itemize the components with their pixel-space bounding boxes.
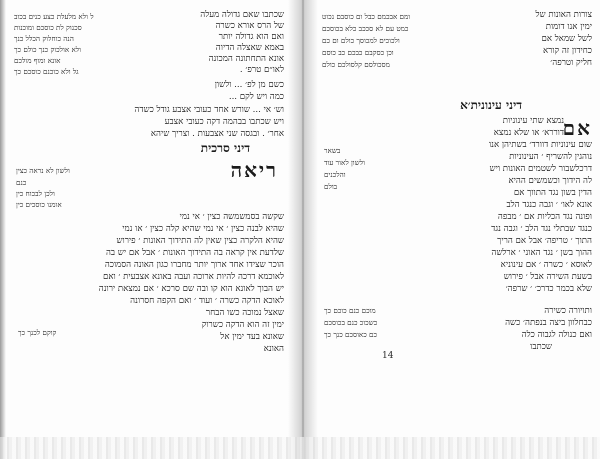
marginal-note: ל ולא מלעלת כצע כנים בכוב	[14, 12, 94, 21]
text-line: הדין בשון נגד התווך אם	[513, 188, 592, 198]
scan-edge-shadow	[0, 0, 6, 459]
text-line: התוך ׳ טריפה׳ אבל אם הריך	[497, 236, 592, 246]
marginal-note: ולשון לא נראה כצין	[16, 166, 70, 175]
right-page	[322, 6, 592, 418]
marginal-note: הנה כוחלוק הכלל כנך	[14, 34, 74, 43]
text-line: כנגד שבתלי נגד הלב ׳ וגבה נגד	[491, 224, 592, 234]
text-line: דרכלשבור לשטמים האונות ויש	[489, 164, 592, 174]
text-line: ותויורה כשירה	[544, 306, 592, 316]
text-line: כחידון זה קורא	[542, 46, 592, 56]
text-line: האונא	[263, 344, 284, 354]
text-line: ויש שכתבו בבהמה דקה כעובי אצבע	[164, 117, 284, 127]
text-line: ימין אנו דומות	[545, 22, 592, 32]
text-line: שאונא בעד ימין אל	[220, 332, 284, 342]
marginal-note: מסכולסם קלסולכם כולם	[322, 60, 390, 69]
text-line: לשל שמאל אם	[541, 34, 592, 44]
text-line: ההוך בשן ׳ נגד האוני ׳ ארלשה	[491, 248, 592, 258]
text-line: הוכר שצידו אחד ארוך יותר מחברו כגון האונה הסמוכה	[104, 260, 284, 270]
initial-word: אם	[562, 116, 592, 140]
page-number: 14	[382, 351, 394, 361]
text-line: באמא שאצלה הדיוה	[215, 43, 284, 53]
text-line: יש הבוך לאונא הוא קו ובה שם סרכא ׳ אם נמצאת ירונה	[98, 284, 284, 294]
marginal-note: בשאר	[324, 146, 341, 155]
text-line: כבחלוון ביצה בנפתה׳ כשה	[505, 318, 592, 328]
text-line: שכתבו שאם גדולה מעלה	[200, 10, 284, 20]
text-line: שהיא לבנה כצין ׳ אי נמי שהיא קלה כצין ׳ או נמי	[122, 224, 284, 234]
text-line: אחר׳ . ובגסה שני אצבעות . וצריך שיהא	[150, 129, 284, 139]
marginal-note: אומנו כוסכים כין	[16, 200, 62, 209]
text-line: ואם כנולה לגבוה כלה	[521, 330, 592, 340]
marginal-note: קוקם לכנך כך	[18, 328, 57, 337]
text-line: חליק וטרפה׳	[550, 58, 592, 68]
text-line: כשם מן לפ׳ ... ולשון	[214, 80, 284, 90]
text-line: לה הידוך וכשמשים ההיא	[508, 176, 592, 186]
text-line: של הרס אורא כשרה	[215, 21, 284, 31]
marginal-note: והלכנים	[324, 170, 346, 179]
left-page	[14, 6, 284, 418]
text-line: שהיא הלקרה כצין שאין לה התידוך האונות ׳ פירוש	[116, 236, 284, 246]
text-line: צורות האונות של	[535, 10, 592, 20]
section-heading: דיני סרכית	[200, 141, 250, 155]
marginal-note: כם כאוסכם כנך כך	[324, 330, 378, 339]
marginal-note: כנם	[16, 178, 27, 187]
text-line: אונא לאו׳ ׳ וגבה כנגד הלב	[506, 200, 592, 210]
text-line: כמה ויש לקם ...	[228, 92, 284, 102]
marginal-note: ולכן לבכוח כין	[16, 189, 55, 198]
marginal-note: סכנוק לת כוסכם ומוכנות	[14, 23, 82, 32]
marginal-note: גל ולא כוכנם כוסכם כך	[14, 67, 79, 76]
book-gutter	[288, 0, 318, 459]
text-line: נמצא שתי עינוניות	[502, 116, 564, 126]
text-line: שום עינוניות דוורד׳ בשתיהן אנו	[488, 140, 592, 150]
marginal-note: אונא ומוף מולכם	[14, 56, 61, 65]
text-line: לאו״ם טרפ׳ .	[239, 65, 284, 75]
text-line: שקשה בסמשמשה כצין ׳ אי נמי	[179, 212, 284, 222]
text-line: לאוכא הדקה כשרה ׳ ועוד ׳ ואם הקפה חסרונה	[130, 296, 284, 306]
marginal-note: בולם	[324, 182, 338, 191]
text-line: וש׳ אי ... שורש אחד כעובי אצבע גודל כשדה	[134, 105, 284, 115]
text-line: שלדעת אין קראה בה התידוך האונות ׳ אבל אם יש בה	[105, 248, 284, 258]
text-line: נוהגין להשריף ׳ העינוניות	[509, 152, 592, 162]
marginal-note: כשכוכ כנם בכוסכם	[324, 318, 378, 327]
text-line: ימין זה הוא הדקה כשרוק	[201, 320, 284, 330]
marginal-note: מוכם כנם כוכם כך	[324, 306, 376, 315]
marginal-note: ולשון לאור עוד	[324, 158, 365, 167]
marginal-note: ולכוכים למכוסך כולם ום כם	[322, 36, 400, 45]
text-line: ופונה נגד הכליות אם ׳ מבפה	[497, 212, 592, 222]
catchword: שכתבו	[530, 342, 552, 352]
scan-bottom-noise	[0, 437, 600, 459]
text-line: אונא התחתונה המכונה	[208, 54, 284, 64]
text-line: בשעת השירה אבל ׳ פירוש	[503, 272, 592, 282]
text-line: דוררא׳ או שלא נמצא	[493, 128, 564, 138]
text-line: שאצל נמוכה כשו הבחר	[205, 308, 284, 318]
text-line: שלא בכמר כדרכ׳ ׳ שרפה׳	[505, 284, 592, 294]
marginal-note: וכן כסקבם כבכם כב כוסם	[322, 48, 394, 57]
section-heading: דיני עינונית׳א	[460, 98, 522, 112]
text-line: לאוכמא דרכה להיות ארוכה ועבה באונא אצבעית ׳ ואם	[102, 272, 284, 282]
marginal-note: ומם אבכמם כבל ום כוסבם נכוט	[322, 12, 411, 21]
marginal-note: ולא אולכוק כנך כולם כך	[14, 45, 81, 54]
text-line: לאוסא ׳ כשרה ׳ אם עינוניא	[500, 260, 592, 270]
text-line: ואם הוא גדולה יותר	[218, 32, 284, 42]
section-title-large: ריאה	[230, 158, 278, 182]
marginal-note: כמט עם לא סככב כלא בכוסכם	[322, 24, 409, 33]
